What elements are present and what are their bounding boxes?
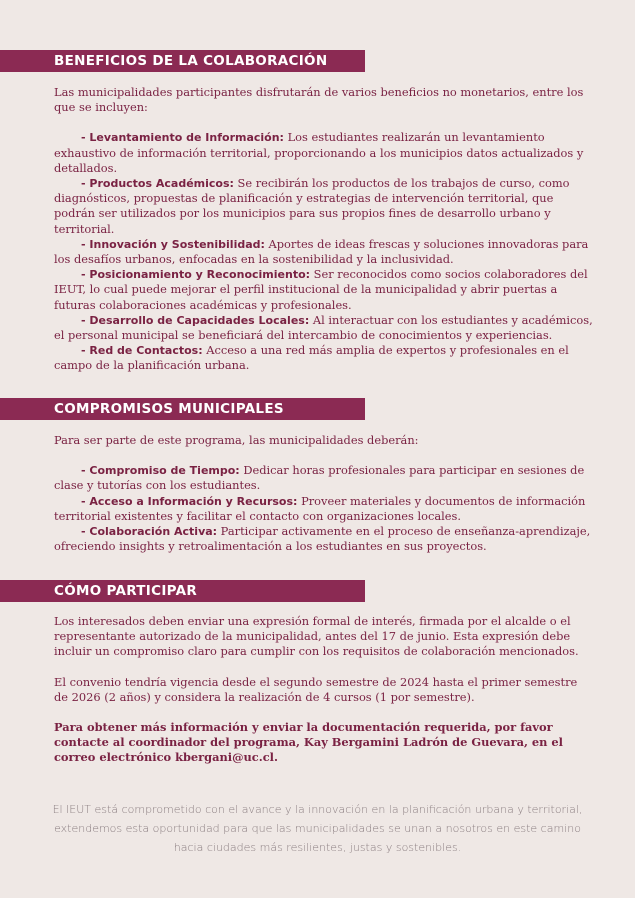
benefit-item: - Levantamiento de Información: Los estudiantes realizarán un levantamiento exhaustivo de información territorial, proporcionando a los municipios datos actualizados y detallados. xyxy=(54,130,584,175)
participate-contact: Para obtener más información y enviar la documentación requerida, por favor contacte al coordinador del programa, Kay Bergamini Ladrón de Guevara, en el correo electrónico kbergani@uc.cl. xyxy=(54,720,563,765)
commitment-item: - Compromiso de Tiempo: Dedicar horas profesionales para participar en sesiones de clase y tutorías con los estudiantes. xyxy=(54,463,585,493)
benefits-title: BENEFICIOS DE LA COLABORACIÓN xyxy=(54,53,328,69)
commitments-intro: Para ser parte de este programa, las municipalidades deberán: xyxy=(54,433,419,447)
benefit-item: - Desarrollo de Capacidades Locales: Al interactuar con los estudiantes y académicos, el personal municipal se beneficiará del intercambio de conocimientos y experiencias. xyxy=(54,312,593,343)
commitments-body xyxy=(54,433,594,554)
participate-para-1: Los interesados deben enviar una expresión formal de interés, firmada por el alcalde o el representante autorizado de la municipalidad, antes del 17 de junio. Esta expresión debe incluir un compromiso claro para cumplir con los requisitos de colaboración mencionados. xyxy=(54,614,579,659)
participate-body xyxy=(54,614,594,766)
participate-para-2: El convenio tendría vigencia desde el segundo semestre de 2024 hasta el primer semestre de 2026 (2 años) y considera la realización de 4 cursos (1 por semestre). xyxy=(54,674,578,704)
benefit-item: - Posicionamiento y Reconocimiento: Ser reconocidos como socios colaboradores del IEUT, lo cual puede mejorar el perfil institucional de la municipalidad y abrir puertas a futuras colaboraciones académicas y profesionales. xyxy=(54,267,588,312)
benefits-intro: Las municipalidades participantes disfrutarán de varios beneficios no monetarios, entre los que se incluyen: xyxy=(54,85,584,115)
closing-statement: El IEUT está comprometido con el avance y la innovación en la planificación urbana y territorial, extendemos esta oportunidad para que las municipalidades se unan a nosotros en este camino hacia ciudades más resilientes, justas y sostenibles. xyxy=(52,803,583,854)
benefit-item: - Productos Académicos: Se recibirán los productos de los trabajos de curso, como diagnósticos, propuestas de planificación y estrategias de intervención territorial, que podrán ser utilizados por los municipios para sus propios fines de desarrollo urbano y territorial. xyxy=(54,176,570,236)
participate-header xyxy=(0,580,365,602)
commitment-item: - Colaboración Activa: Participar activamente en el proceso de enseñanza-aprendizaje, ofreciendo insights y retroalimentación a los estudiantes en sus proyectos. xyxy=(54,524,591,554)
benefits-header xyxy=(0,50,365,72)
participate-title: CÓMO PARTICIPAR xyxy=(54,583,198,599)
benefit-item: - Innovación y Sostenibilidad: Aportes de ideas frescas y soluciones innovadoras para los desafíos urbanos, enfocadas en la sostenibilidad y la inclusividad. xyxy=(54,236,589,267)
commitment-item: - Acceso a Información y Recursos: Proveer materiales y documentos de información territorial existentes y facilitar el contacto con organizaciones locales. xyxy=(54,493,586,523)
commitments-header xyxy=(0,398,365,420)
benefits-body xyxy=(54,85,594,374)
commitments-title: COMPROMISOS MUNICIPALES xyxy=(54,401,284,417)
benefit-item: - Red de Contactos: Acceso a una red más amplia de expertos y profesionales en el campo de la planificación urbana. xyxy=(54,343,569,373)
